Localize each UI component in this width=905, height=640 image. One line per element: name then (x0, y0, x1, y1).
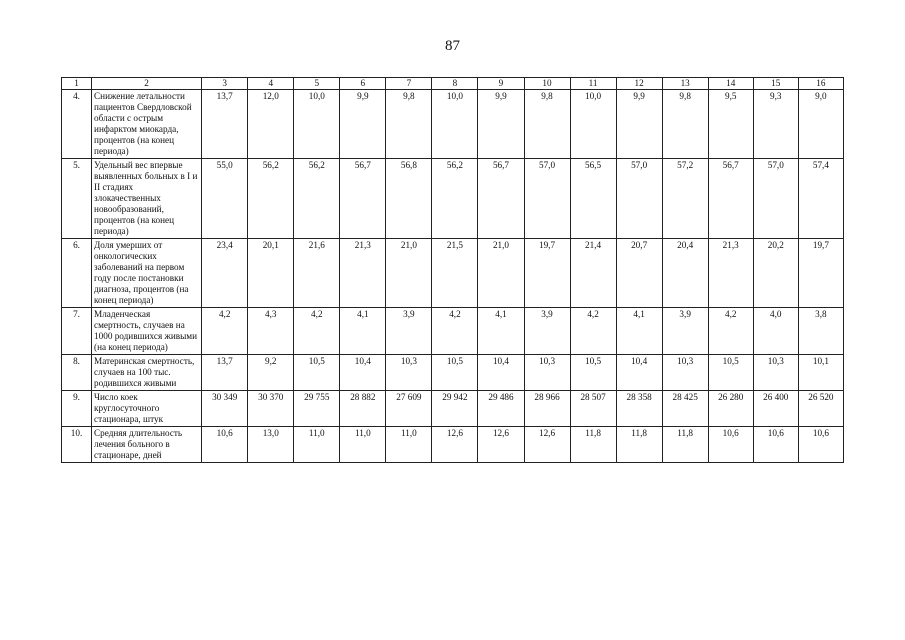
column-header: 12 (616, 78, 662, 90)
value-cell: 11,0 (340, 427, 386, 463)
value-cell: 10,3 (753, 355, 798, 391)
value-cell: 9,8 (386, 90, 432, 159)
value-cell: 9,8 (662, 90, 708, 159)
value-cell: 57,0 (753, 159, 798, 239)
value-cell: 27 609 (386, 391, 432, 427)
value-cell: 28 966 (524, 391, 570, 427)
value-cell: 23,4 (202, 239, 248, 308)
value-cell: 28 425 (662, 391, 708, 427)
column-header: 2 (92, 78, 202, 90)
value-cell: 26 520 (798, 391, 843, 427)
value-cell: 10,5 (570, 355, 616, 391)
value-cell: 9,9 (340, 90, 386, 159)
column-header: 16 (798, 78, 843, 90)
value-cell: 30 349 (202, 391, 248, 427)
row-number: 6. (62, 239, 92, 308)
row-number: 8. (62, 355, 92, 391)
value-cell: 29 942 (432, 391, 478, 427)
value-cell: 9,2 (248, 355, 294, 391)
table-row (62, 90, 844, 159)
value-cell: 10,3 (524, 355, 570, 391)
value-cell: 10,5 (708, 355, 753, 391)
value-cell: 57,0 (524, 159, 570, 239)
value-cell: 11,0 (386, 427, 432, 463)
value-cell: 4,2 (202, 308, 248, 355)
value-cell: 9,5 (708, 90, 753, 159)
table-row (62, 159, 844, 239)
table-row (62, 355, 844, 391)
value-cell: 21,3 (708, 239, 753, 308)
value-cell: 10,6 (798, 427, 843, 463)
value-cell: 4,1 (478, 308, 524, 355)
value-cell: 21,6 (294, 239, 340, 308)
row-number: 7. (62, 308, 92, 355)
table-row (62, 391, 844, 427)
value-cell: 56,8 (386, 159, 432, 239)
column-header: 6 (340, 78, 386, 90)
row-number: 5. (62, 159, 92, 239)
value-cell: 57,2 (662, 159, 708, 239)
table-header (62, 78, 844, 90)
value-cell: 13,7 (202, 355, 248, 391)
indicator-name: Удельный вес впервые выявленных больных в I и II стадиях злокачественных новообразований, процентов (на конец периода) (92, 159, 202, 239)
value-cell: 10,6 (202, 427, 248, 463)
value-cell: 3,9 (662, 308, 708, 355)
table-row (62, 239, 844, 308)
value-cell: 57,0 (616, 159, 662, 239)
value-cell: 12,6 (478, 427, 524, 463)
value-cell: 29 486 (478, 391, 524, 427)
value-cell: 11,8 (662, 427, 708, 463)
column-header: 10 (524, 78, 570, 90)
value-cell: 56,7 (708, 159, 753, 239)
value-cell: 26 280 (708, 391, 753, 427)
value-cell: 30 370 (248, 391, 294, 427)
column-header: 11 (570, 78, 616, 90)
value-cell: 21,5 (432, 239, 478, 308)
indicators-table (61, 77, 844, 463)
value-cell: 10,3 (386, 355, 432, 391)
value-cell: 11,0 (294, 427, 340, 463)
column-number-row (62, 78, 844, 90)
value-cell: 4,2 (432, 308, 478, 355)
indicator-name: Младенческая смертность, случаев на 1000 родившихся живыми (на конец периода) (92, 308, 202, 355)
value-cell: 4,3 (248, 308, 294, 355)
value-cell: 10,6 (753, 427, 798, 463)
value-cell: 56,5 (570, 159, 616, 239)
value-cell: 9,3 (753, 90, 798, 159)
value-cell: 13,7 (202, 90, 248, 159)
value-cell: 12,6 (432, 427, 478, 463)
value-cell: 29 755 (294, 391, 340, 427)
value-cell: 3,9 (386, 308, 432, 355)
value-cell: 10,4 (478, 355, 524, 391)
indicator-name: Число коек круглосуточного стационара, штук (92, 391, 202, 427)
column-header: 4 (248, 78, 294, 90)
value-cell: 21,0 (386, 239, 432, 308)
value-cell: 9,9 (616, 90, 662, 159)
value-cell: 21,4 (570, 239, 616, 308)
row-number: 9. (62, 391, 92, 427)
column-header: 8 (432, 78, 478, 90)
value-cell: 10,1 (798, 355, 843, 391)
value-cell: 12,6 (524, 427, 570, 463)
value-cell: 20,4 (662, 239, 708, 308)
value-cell: 10,3 (662, 355, 708, 391)
value-cell: 9,9 (478, 90, 524, 159)
value-cell: 11,8 (616, 427, 662, 463)
value-cell: 57,4 (798, 159, 843, 239)
indicator-name: Средняя длительность лечения больного в стационаре, дней (92, 427, 202, 463)
value-cell: 19,7 (524, 239, 570, 308)
column-header: 9 (478, 78, 524, 90)
value-cell: 3,9 (524, 308, 570, 355)
value-cell: 12,0 (248, 90, 294, 159)
column-header: 1 (62, 78, 92, 90)
value-cell: 28 507 (570, 391, 616, 427)
value-cell: 4,2 (570, 308, 616, 355)
row-number: 4. (62, 90, 92, 159)
value-cell: 20,7 (616, 239, 662, 308)
value-cell: 56,7 (478, 159, 524, 239)
column-header: 13 (662, 78, 708, 90)
indicator-name: Снижение летальности пациентов Свердловской области с острым инфарктом миокарда, процентов (на конец периода) (92, 90, 202, 159)
value-cell: 4,1 (340, 308, 386, 355)
value-cell: 26 400 (753, 391, 798, 427)
table-row (62, 427, 844, 463)
value-cell: 11,8 (570, 427, 616, 463)
value-cell: 9,0 (798, 90, 843, 159)
value-cell: 4,1 (616, 308, 662, 355)
value-cell: 10,0 (432, 90, 478, 159)
value-cell: 28 358 (616, 391, 662, 427)
value-cell: 4,0 (753, 308, 798, 355)
value-cell: 9,8 (524, 90, 570, 159)
value-cell: 10,0 (294, 90, 340, 159)
value-cell: 10,5 (294, 355, 340, 391)
column-header: 15 (753, 78, 798, 90)
column-header: 14 (708, 78, 753, 90)
value-cell: 20,2 (753, 239, 798, 308)
table-row (62, 308, 844, 355)
column-header: 5 (294, 78, 340, 90)
value-cell: 10,6 (708, 427, 753, 463)
value-cell: 55,0 (202, 159, 248, 239)
value-cell: 56,7 (340, 159, 386, 239)
indicator-name: Доля умерших от онкологических заболеваний на первом году после постановки диагноза, процентов (на конец периода) (92, 239, 202, 308)
page-number: 87 (445, 38, 460, 54)
row-number: 10. (62, 427, 92, 463)
column-header: 3 (202, 78, 248, 90)
value-cell: 56,2 (248, 159, 294, 239)
indicator-name: Материнская смертность, случаев на 100 тыс. родившихся живыми (92, 355, 202, 391)
table-body (62, 90, 844, 463)
value-cell: 28 882 (340, 391, 386, 427)
value-cell: 10,0 (570, 90, 616, 159)
value-cell: 10,4 (340, 355, 386, 391)
value-cell: 19,7 (798, 239, 843, 308)
column-header: 7 (386, 78, 432, 90)
value-cell: 10,5 (432, 355, 478, 391)
value-cell: 4,2 (294, 308, 340, 355)
value-cell: 56,2 (432, 159, 478, 239)
value-cell: 20,1 (248, 239, 294, 308)
value-cell: 3,8 (798, 308, 843, 355)
value-cell: 21,0 (478, 239, 524, 308)
value-cell: 13,0 (248, 427, 294, 463)
value-cell: 4,2 (708, 308, 753, 355)
value-cell: 21,3 (340, 239, 386, 308)
value-cell: 10,4 (616, 355, 662, 391)
value-cell: 56,2 (294, 159, 340, 239)
